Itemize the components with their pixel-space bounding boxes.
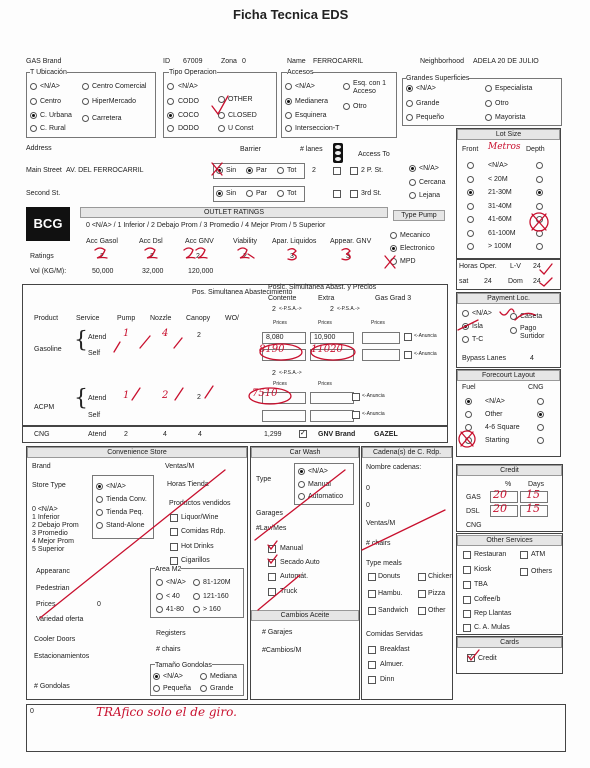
svc-llantas-label: Rep Llantas bbox=[474, 610, 512, 617]
comidas-label: Comidas Servidas bbox=[366, 631, 423, 638]
main-street-label: Main Street bbox=[26, 167, 62, 174]
gs-otro-label: Otro bbox=[495, 100, 509, 107]
cng-pump-value[interactable]: 2 bbox=[124, 431, 128, 438]
store-cooler-label: Cooler Doors bbox=[34, 636, 76, 643]
credit-dsl-label: DSL bbox=[466, 508, 480, 515]
rating-acc-gasol[interactable]: 2 bbox=[100, 253, 104, 260]
hw-credit-gas-pct: 20 bbox=[493, 488, 507, 501]
carwash-lav-label: #Lav/Mes bbox=[256, 525, 287, 532]
col-acc-gasol: Acc Gasol bbox=[86, 238, 118, 245]
cards-credit-label: Credit bbox=[478, 655, 497, 662]
check-cw-secado bbox=[268, 555, 277, 563]
store-prices-label: Prices bbox=[36, 601, 56, 608]
zona-label: Zona bbox=[221, 58, 237, 65]
contente-label: Contente bbox=[268, 295, 297, 302]
store-gondolas-label: # Gondolas bbox=[34, 683, 70, 690]
store-estacion-label: Estacionamientos bbox=[34, 653, 90, 660]
hw-rating-2b bbox=[145, 248, 157, 258]
tipo-closed-label: CLOSED bbox=[228, 112, 257, 119]
svc-others-label: Others bbox=[531, 568, 553, 575]
outlet-ratings-title: OUTLET RATINGS bbox=[80, 207, 388, 218]
store-registers-label: Registers bbox=[156, 630, 186, 637]
area-160-label: 121-160 bbox=[203, 593, 229, 600]
hw-metros-note: Metros bbox=[488, 142, 521, 152]
prices-1: Prices bbox=[273, 320, 287, 326]
address-label: Address bbox=[26, 145, 52, 152]
ubic-hiper-label: HiperMercado bbox=[92, 98, 136, 105]
hw-credit-gas-days: 15 bbox=[526, 488, 540, 501]
access-2pst-label: 2 P. St. bbox=[361, 167, 384, 174]
lot-row-label: < 20M bbox=[488, 175, 508, 183]
cambios-title: Cambios Aceite bbox=[251, 610, 359, 621]
gnv-brand-label: GNV Brand bbox=[318, 431, 356, 438]
store-type-label: Store Type bbox=[32, 482, 66, 489]
store-peq-label: Tienda Peq. bbox=[106, 509, 144, 516]
store-levels-legend: 0 <N/A> 1 Inferior 2 Debajo Prom 3 Promedio 4 Mejor Prom 5 Superior bbox=[32, 506, 79, 553]
cambios-mes-label: #Cambios/M bbox=[262, 647, 302, 654]
lot-size-title: Lot Size bbox=[457, 129, 560, 140]
tipo-na-label: <N/A> bbox=[178, 83, 198, 90]
svc-kiosk-label: Kiosk bbox=[474, 566, 492, 573]
diag-carwash-2 bbox=[258, 575, 300, 610]
horas-label: Horas Oper. bbox=[459, 263, 497, 270]
cw-check-automat-label: Automát. bbox=[280, 573, 309, 580]
rating-acc-gnv[interactable]: 2 bbox=[196, 253, 200, 260]
anuncia-3: <-Anuncia bbox=[362, 393, 385, 399]
area-80-label: 41-80 bbox=[166, 606, 184, 613]
cw-check-manual-label: Manual bbox=[280, 545, 303, 552]
acpm-pump-value[interactable]: 1 bbox=[123, 390, 130, 401]
area-title: Area M2 bbox=[155, 566, 182, 573]
tipo-dodo-label: DODO bbox=[178, 125, 199, 132]
prices-5: Prices bbox=[318, 381, 332, 387]
vol-dsl[interactable]: 32,000 bbox=[142, 268, 164, 275]
meal-donuts-label: Donuts bbox=[378, 573, 401, 580]
x-mark-mpd bbox=[385, 256, 395, 268]
meal-other-label: Other bbox=[428, 607, 446, 614]
col-pump: Pump bbox=[117, 315, 136, 322]
check-horas-dom bbox=[540, 278, 552, 286]
prod-liquor-label: Liquor/Wine bbox=[181, 514, 219, 521]
cadenas-typemeals-label: Type meals bbox=[366, 560, 402, 567]
col-wo: WO/ bbox=[225, 315, 239, 322]
lot-row-label: 21-30M bbox=[488, 189, 512, 196]
other-services-title: Other Services bbox=[457, 535, 562, 546]
svc-atm-label: ATM bbox=[531, 551, 546, 558]
comidas-breakfast-label: Breakfast bbox=[380, 646, 410, 653]
ubic-cc-label: Centro Comercial bbox=[92, 83, 147, 90]
barrier-second-par-label: Par bbox=[256, 190, 267, 197]
forecourt-cng-label: CNG bbox=[528, 384, 544, 391]
credit-days-label: Days bbox=[528, 481, 544, 488]
meal-pizza-label: Pizza bbox=[428, 590, 446, 597]
id-value[interactable]: 67009 bbox=[183, 58, 203, 65]
rating-appear-gnv[interactable]: 3 bbox=[346, 253, 350, 260]
svc-mulas-label: C. A. Mulas bbox=[474, 624, 510, 631]
psa-2: <-P.S.A.-> bbox=[337, 306, 360, 312]
cadenas-ventas-label: Ventas/M bbox=[366, 520, 396, 527]
cadenas-title: Cadena(s) de C. Rdp. bbox=[362, 447, 452, 458]
horas-sat-label: sat bbox=[459, 278, 469, 285]
store-prices-value[interactable]: 0 bbox=[97, 601, 101, 608]
zona-value[interactable]: 0 bbox=[242, 58, 246, 65]
circle-gas-price-1 bbox=[260, 344, 302, 360]
access-3rd-label: 3rd St. bbox=[361, 190, 382, 197]
col-viability: Viability bbox=[233, 238, 257, 245]
x-mark-forecourt bbox=[461, 432, 473, 446]
gas-canopy-value[interactable]: 2 bbox=[197, 332, 201, 339]
ubic-centro-label: Centro bbox=[40, 98, 62, 105]
check-mark-tipo bbox=[212, 96, 228, 114]
grad3-label: Gas Grad 3 bbox=[375, 295, 412, 302]
cw-manual-label: Manual bbox=[308, 481, 331, 488]
neighborhood-label: Neighborhood bbox=[420, 58, 464, 65]
tipo-uconst-label: U Const bbox=[228, 125, 254, 132]
form-title: Ficha Tecnica EDS bbox=[233, 7, 349, 22]
hw-rating-3a bbox=[288, 249, 296, 260]
forecourt-title: Forecourt Layout bbox=[457, 370, 560, 381]
pay-isla-label: Isla bbox=[472, 323, 483, 330]
type-pump-title: Type Pump bbox=[393, 210, 445, 221]
forecourt-row-label: 4-6 Square bbox=[485, 424, 520, 431]
comidas-dinn-label: Dinn bbox=[380, 676, 395, 683]
check-cards bbox=[468, 650, 479, 660]
gas-two-2: 2 bbox=[330, 306, 334, 313]
ubic-carretera-label: Carretera bbox=[92, 115, 122, 122]
acc-intersec-label: Interseccion-T bbox=[295, 125, 340, 132]
area-40-label: < 40 bbox=[166, 593, 180, 600]
carwash-garages-label: Garages bbox=[256, 510, 283, 517]
hw-credit-dsl-pct: 20 bbox=[493, 502, 507, 515]
credit-cng-label: CNG bbox=[466, 522, 482, 529]
anuncia-4: <-Anuncia bbox=[362, 411, 385, 417]
gas-nozzle-value[interactable]: 4 bbox=[162, 328, 169, 339]
pos-sim-label: Pos. Simultanea Abastecimiento bbox=[192, 289, 293, 296]
gs-na-label: <N/A> bbox=[416, 85, 436, 92]
slash-acpm-cells bbox=[132, 386, 213, 400]
cw-na-label: <N/A> bbox=[308, 468, 328, 475]
hw-acpm-price: 7510 bbox=[252, 388, 278, 399]
cambios-garajes-label: # Garajes bbox=[262, 629, 293, 636]
prod-comidas-label: Comidas Rdp. bbox=[181, 528, 226, 535]
gas-two-1: 2 bbox=[272, 306, 276, 313]
circle-acpm-price bbox=[249, 388, 291, 404]
forecourt-row-label: <N/A> bbox=[485, 398, 505, 405]
convenience-store-title: Convenience Store bbox=[27, 447, 247, 458]
bcg-logo: BCG bbox=[26, 207, 70, 241]
store-chairs-label: # chairs bbox=[156, 646, 181, 653]
diag-store bbox=[40, 470, 225, 618]
store-ventas-label: Ventas/M bbox=[165, 463, 195, 470]
slash-gas-cells bbox=[114, 336, 182, 352]
anuncia-1: <-Anuncia bbox=[414, 333, 437, 339]
store-brand-label: Brand bbox=[32, 463, 51, 470]
lot-row-label: 41-60M bbox=[488, 216, 512, 223]
store-productos-label: Productos vendidos bbox=[169, 500, 231, 507]
hw-rating-3b bbox=[342, 249, 350, 260]
access-lejana-label: Lejana bbox=[419, 192, 441, 199]
pay-loop bbox=[458, 309, 514, 330]
forecourt-row-label: Other bbox=[485, 411, 503, 418]
lanes-label: # lanes bbox=[300, 146, 323, 153]
cng-atend: Atend bbox=[88, 431, 107, 438]
horas-sat-value[interactable]: 24 bbox=[484, 278, 492, 285]
store-pedestrian-label: Pedestrian bbox=[36, 585, 70, 592]
hw-gas-price-1: 8190 bbox=[259, 344, 285, 355]
cw-check-truck-label: Truck bbox=[280, 588, 298, 595]
gas-pump-value[interactable]: 1 bbox=[123, 328, 130, 339]
lot-row-label: 61-100M bbox=[488, 229, 516, 237]
gs-especialista-label: Especialista bbox=[495, 85, 533, 92]
tipo-other-label: OTHER bbox=[228, 96, 253, 103]
horas-lv-label: L-V bbox=[510, 263, 521, 270]
pump-mpd-label: MPD bbox=[400, 258, 416, 265]
credit-gas-label: GAS bbox=[466, 494, 481, 501]
ubic-crural-label: C. Rural bbox=[40, 125, 66, 132]
acc-esq1-label: Esq. con 1 Acceso bbox=[353, 80, 387, 95]
col-nozzle: Nozzle bbox=[150, 315, 172, 322]
area-120-label: 81-120M bbox=[203, 579, 231, 586]
rating-acc-dsl[interactable]: 2 bbox=[150, 253, 154, 260]
cadenas-nombre-label: Nombre cadenas: bbox=[366, 464, 422, 471]
acc-medianera-label: Medianera bbox=[295, 98, 329, 105]
acpm-self: Self bbox=[88, 412, 101, 419]
pump-mecanico-label: Mecanico bbox=[400, 232, 430, 239]
tam-na-label: <N/A> bbox=[163, 673, 183, 680]
gnv-brand-value[interactable]: GAZEL bbox=[374, 431, 398, 438]
barrier-main-tot-label: Tot bbox=[287, 167, 297, 174]
lot-row-label: > 100M bbox=[488, 243, 512, 250]
payment-title: Payment Loc. bbox=[457, 293, 560, 304]
second-street-label: Second St. bbox=[26, 190, 61, 197]
col-acc-gnv: Acc GNV bbox=[185, 238, 214, 245]
check-horas bbox=[540, 264, 552, 274]
id-label: ID bbox=[163, 58, 170, 65]
credit-pct-label: % bbox=[505, 481, 512, 488]
hw-credit-dsl-days: 15 bbox=[526, 502, 540, 515]
hw-gas-price-2: 11020 bbox=[311, 344, 343, 355]
bypass-label: Bypass Lanes bbox=[462, 355, 506, 362]
gas-extra-price: 10,900 bbox=[314, 334, 336, 341]
tam-pequena-label: Pequeña bbox=[163, 685, 192, 692]
svc-restauran-label: Restauran bbox=[474, 551, 507, 558]
tipo-codo-label: CODO bbox=[178, 98, 199, 105]
col-appear-gnv: Appear. GNV bbox=[330, 238, 372, 245]
cadenas-zero-2[interactable]: 0 bbox=[366, 502, 370, 509]
acpm-nozzle-value[interactable]: 2 bbox=[162, 390, 169, 401]
pay-arrow bbox=[515, 313, 535, 320]
col-product: Product bbox=[34, 315, 59, 322]
vol-gnv[interactable]: 120,000 bbox=[188, 268, 214, 275]
diag-cadena bbox=[362, 510, 445, 550]
col-service: Service bbox=[76, 315, 100, 322]
access-na-label: <N/A> bbox=[419, 165, 439, 172]
gas-brand-label: GAS Brand bbox=[26, 58, 62, 65]
accesos-title: Accesos bbox=[287, 69, 314, 76]
x-mark-barrier bbox=[212, 163, 222, 175]
gas-two-3: 2 bbox=[272, 370, 276, 377]
vol-gas[interactable]: 50,000 bbox=[92, 268, 114, 275]
prices-3: Prices bbox=[371, 320, 385, 326]
acc-otro-label: Otro bbox=[353, 103, 367, 110]
acpm-atend: Atend bbox=[88, 395, 107, 402]
area-gt160-label: > 160 bbox=[203, 606, 221, 613]
psa-1: <-P.S.A.-> bbox=[279, 306, 302, 312]
meal-hambu-label: Hambu. bbox=[378, 590, 403, 597]
hw-rating-viab bbox=[238, 248, 254, 258]
circle-gas-price-2 bbox=[311, 344, 355, 360]
acc-esquinera-label: Esquinera bbox=[295, 112, 327, 119]
outlet-legend: 0 <N/A> / 1 Inferior / 2 Debajo Prom / 3 Promedio / 4 Mejor Prom / 5 Superior bbox=[86, 222, 326, 229]
area-na-label: <N/A> bbox=[166, 579, 186, 586]
grandes-title: Grandes Superficies bbox=[406, 75, 470, 82]
lot-front-label: Front bbox=[462, 146, 479, 153]
carwash-type-label: Type bbox=[256, 476, 272, 483]
cw-auto-label: Automatico bbox=[308, 493, 344, 500]
lot-row-label: <N/A> bbox=[488, 162, 508, 169]
rating-apar-liquidos[interactable]: 3 bbox=[290, 253, 294, 260]
cadenas-zero-1[interactable]: 0 bbox=[366, 485, 370, 492]
gasoline-self: Self bbox=[88, 350, 101, 357]
tipo-coco-label: COCO bbox=[178, 112, 199, 119]
forecourt-fuel-label: Fuel bbox=[462, 384, 476, 391]
forecourt-row-label: Starting bbox=[485, 437, 510, 444]
comments-zero: 0 bbox=[30, 708, 34, 715]
store-horas-label: Horas Tienda bbox=[167, 481, 209, 488]
gs-grande-label: Grande bbox=[416, 100, 440, 107]
diag-carwash bbox=[255, 470, 345, 540]
svc-coffee-label: Coffee/b bbox=[474, 596, 501, 603]
store-alone-label: Stand-Alone bbox=[106, 522, 145, 529]
pay-tc-label: T-C bbox=[472, 336, 484, 343]
pump-electronico-label: Electronico bbox=[400, 245, 435, 252]
horas-dom-label: Dom bbox=[508, 278, 523, 285]
store-variedad-label: Variedad oferta bbox=[36, 616, 84, 623]
bypass-value[interactable]: 4 bbox=[530, 355, 534, 362]
col-acc-dsl: Acc Dsl bbox=[139, 238, 163, 245]
horas-lv-value[interactable]: 24 bbox=[533, 263, 541, 270]
barrier-label: Barrier bbox=[240, 146, 262, 153]
gs-mayorista-label: Mayorista bbox=[495, 114, 526, 121]
cw-check-secado-label: Secado Auto bbox=[280, 559, 320, 566]
cng-label: CNG bbox=[34, 431, 50, 438]
access-to-label: Access To bbox=[358, 151, 390, 158]
gasoline-label: Gasoline bbox=[34, 346, 62, 353]
tipo-operacion-title: Tipo Operacion bbox=[169, 69, 217, 76]
anuncia-2: <-Anuncia bbox=[414, 351, 437, 357]
tam-grande-label: Grande bbox=[210, 685, 234, 692]
tamano-title: Tamaño Gondolas bbox=[155, 662, 212, 669]
posic-sim-label: Posic. Simultanea Abast. y Precios bbox=[268, 284, 377, 291]
acc-na-label: <N/A> bbox=[295, 83, 315, 90]
credit-title: Credit bbox=[457, 465, 562, 476]
ratings-label: Ratings bbox=[30, 253, 54, 260]
access-cercana-label: Cercana bbox=[419, 179, 446, 186]
pay-surtidor-label: Pago Surtidor bbox=[520, 325, 545, 340]
gas-contente-price: 8,080 bbox=[266, 334, 284, 341]
gasoline-brace: { bbox=[74, 328, 88, 353]
lot-row-label: 31-40M bbox=[488, 202, 512, 210]
ubic-curbana-label: C. Urbana bbox=[40, 112, 72, 119]
vol-label: Vol (KG/M): bbox=[30, 268, 67, 275]
svc-tba-label: TBA bbox=[474, 581, 488, 588]
psa-3: <-P.S.A.-> bbox=[279, 370, 302, 376]
gasoline-atend: Atend bbox=[88, 334, 107, 341]
extra-label: Extra bbox=[318, 295, 335, 302]
prod-hotdrinks-label: Hot Drinks bbox=[181, 543, 214, 550]
x-mark-lot bbox=[532, 214, 546, 230]
acpm-brace: { bbox=[74, 386, 88, 411]
gs-pequeno-label: Pequeño bbox=[416, 114, 445, 121]
barrier-main-par-label: Par bbox=[256, 167, 267, 174]
car-wash-title: Car Wash bbox=[251, 447, 359, 458]
cng-canopy-value[interactable]: 4 bbox=[198, 431, 202, 438]
ubic-na-label: <N/A> bbox=[40, 83, 60, 90]
cng-price[interactable]: 1,299 bbox=[264, 431, 282, 438]
cng-nozzle-value[interactable]: 4 bbox=[163, 431, 167, 438]
neighborhood-value[interactable]: ADELA 20 DE JULIO bbox=[473, 58, 539, 65]
lanes-value[interactable]: 2 bbox=[312, 167, 316, 174]
name-label: Name bbox=[287, 58, 306, 65]
store-na-label: <N/A> bbox=[106, 483, 126, 490]
col-canopy: Canopy bbox=[186, 315, 211, 322]
hw-comment-note: TRAfico solo el de giro. bbox=[96, 705, 237, 719]
name-value[interactable]: FERROCARRIL bbox=[313, 58, 364, 65]
main-street-value[interactable]: AV. DEL FERROCARRIL bbox=[66, 167, 144, 174]
pay-na-label: <N/A> bbox=[472, 310, 492, 317]
lot-depth-label: Depth bbox=[526, 146, 545, 153]
cadenas-chairs-label: # chairs bbox=[366, 540, 391, 547]
prices-4: Prices bbox=[273, 381, 287, 387]
acpm-label: ACPM bbox=[34, 404, 55, 411]
col-apar-liquidos: Apar. Liquidos bbox=[272, 238, 317, 245]
store-appearance-label: Appearanc bbox=[36, 568, 70, 575]
horas-dom-value[interactable]: 24 bbox=[533, 278, 541, 285]
store-conv-label: Tienda Conv. bbox=[106, 496, 147, 503]
hw-rating-2a bbox=[95, 248, 107, 258]
prod-cigarillos-label: Cigarillos bbox=[181, 557, 210, 564]
ubicacion-title: T Ubicación bbox=[30, 69, 67, 76]
cards-title: Cards bbox=[457, 637, 562, 648]
tam-mediana-label: Mediana bbox=[210, 673, 237, 680]
pay-caseta-label: Caseta bbox=[520, 313, 543, 320]
barrier-second-tot-label: Tot bbox=[287, 190, 297, 197]
check-cw-manual bbox=[268, 541, 277, 549]
barrier-main-sin-label: Sin bbox=[226, 167, 237, 174]
prices-2: Prices bbox=[318, 320, 332, 326]
meal-sandwich-label: Sandwich bbox=[378, 607, 409, 614]
acpm-canopy-value[interactable]: 2 bbox=[197, 394, 201, 401]
comidas-almuer-label: Almuer. bbox=[380, 661, 404, 668]
rating-viability[interactable]: 2 bbox=[243, 253, 247, 260]
barrier-second-sin-label: Sin bbox=[226, 190, 237, 197]
meal-chicken-label: Chicken bbox=[428, 573, 454, 580]
hw-rating-22 bbox=[184, 248, 207, 258]
